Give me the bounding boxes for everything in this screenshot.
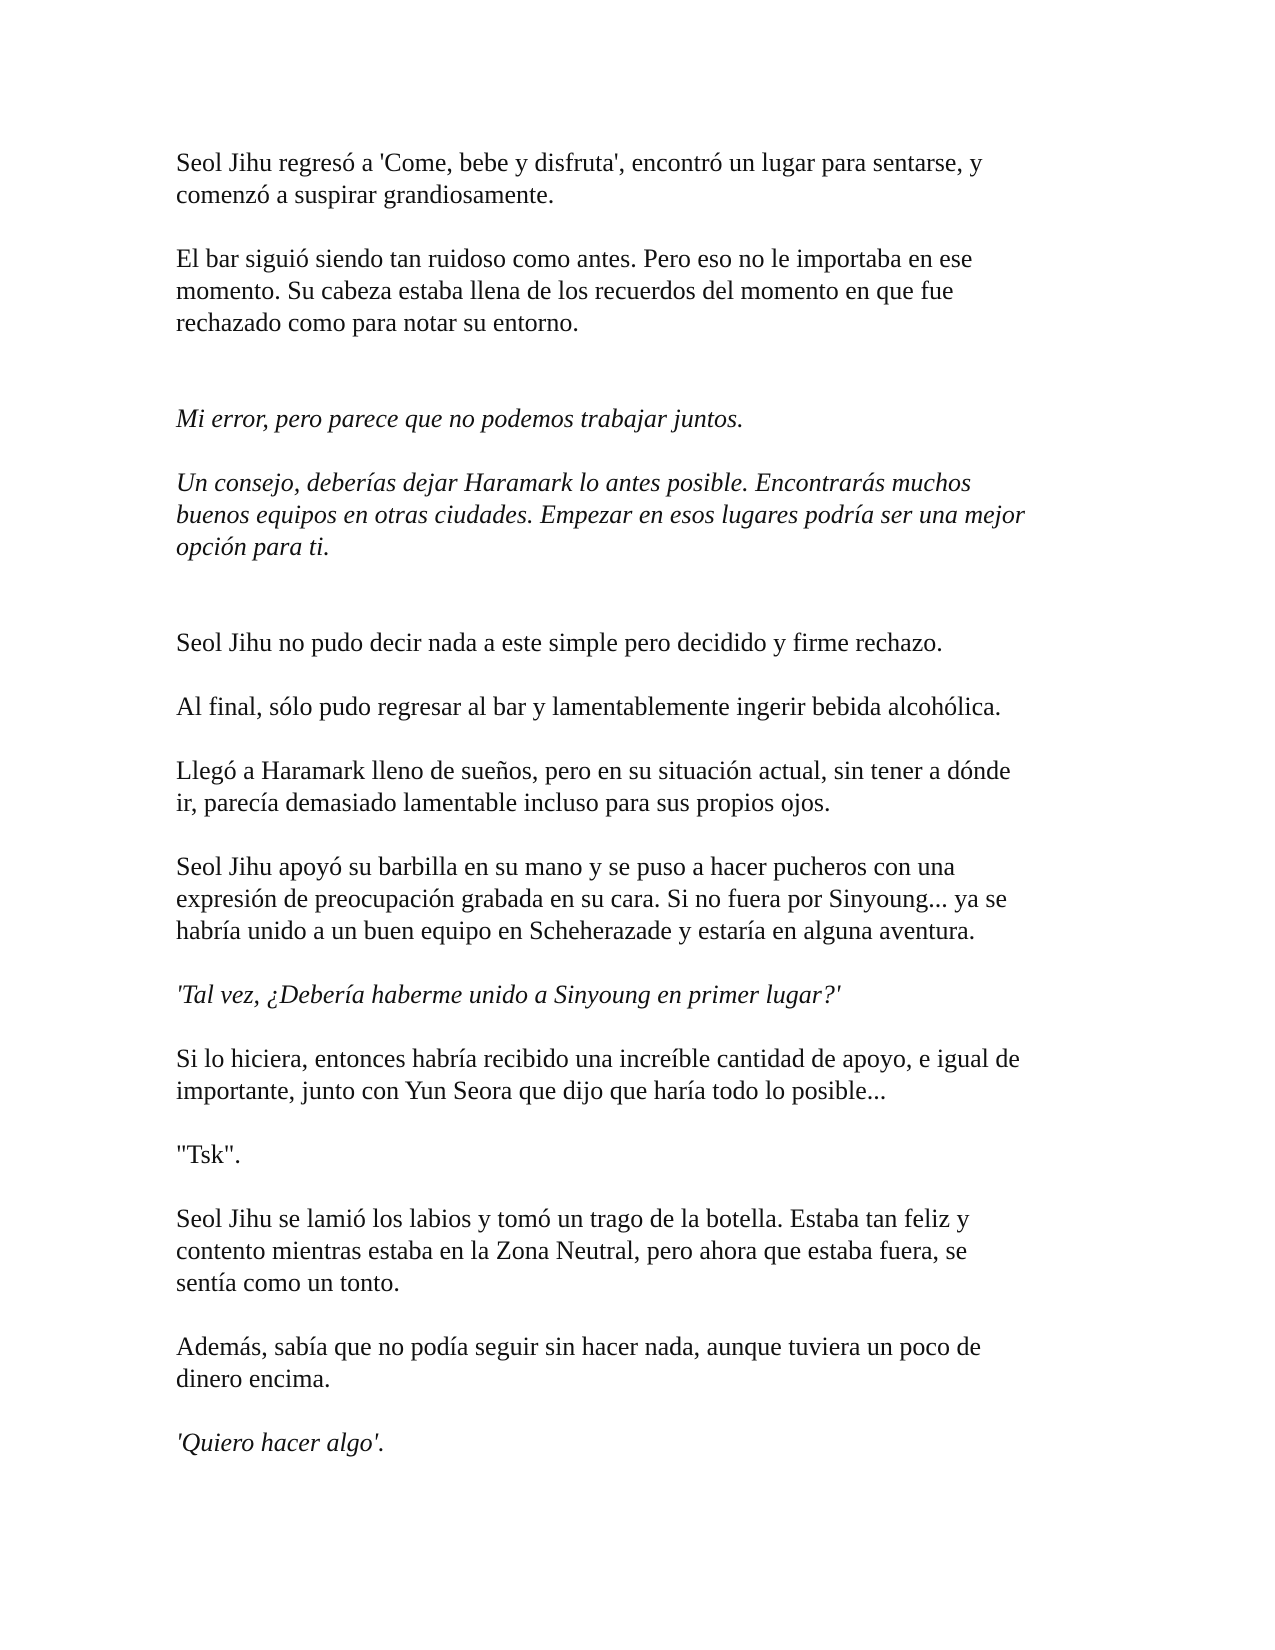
paragraph-4-italic: Un consejo, deberías dejar Haramark lo antes posible. Encontrarás muchos buenos equipos en otras ciudades. Empezar en esos lugares podría ser una mejor opción para ti. xyxy=(176,468,1026,561)
paragraph-12: Seol Jihu se lamió los labios y tomó un trago de la botella. Estaba tan feliz y contento mientras estaba en la Zona Neutral, pero ahora que estaba fuera, se sentía como un tonto. xyxy=(176,1204,970,1297)
paragraph-2: El bar siguió siendo tan ruidoso como antes. Pero eso no le importaba en ese momento. Su cabeza estaba llena de los recuerdos del momento en que fue rechazado como para notar su entorno. xyxy=(176,244,973,337)
paragraph-14-italic: 'Quiero hacer algo'. xyxy=(176,1428,385,1457)
paragraph-8: Seol Jihu apoyó su barbilla en su mano y se puso a hacer pucheros con una expresión de preocupación grabada en su cara. Si no fuera por Sinyoung... ya se habría unido a un buen equipo en Scheherazade y estaría en alguna aventura. xyxy=(176,852,1007,945)
paragraph-3-italic: Mi error, pero parece que no podemos trabajar juntos. xyxy=(176,404,744,433)
paragraph-13: Además, sabía que no podía seguir sin hacer nada, aunque tuviera un poco de dinero encima. xyxy=(176,1332,982,1393)
paragraph-6: Al final, sólo pudo regresar al bar y lamentablemente ingerir bebida alcohólica. xyxy=(176,692,1002,721)
paragraph-1: Seol Jihu regresó a 'Come, bebe y disfruta', encontró un lugar para sentarse, y comenzó a suspirar grandiosamente. xyxy=(176,148,983,209)
paragraph-10: Si lo hiciera, entonces habría recibido una increíble cantidad de apoyo, e igual de importante, junto con Yun Seora que dijo que haría todo lo posible... xyxy=(176,1044,1020,1105)
body-text xyxy=(176,147,1106,1491)
paragraph-5: Seol Jihu no pudo decir nada a este simple pero decidido y firme rechazo. xyxy=(176,628,943,657)
paragraph-7: Llegó a Haramark lleno de sueños, pero en su situación actual, sin tener a dónde ir, parecía demasiado lamentable incluso para sus propios ojos. xyxy=(176,756,1011,817)
paragraph-11: "Tsk". xyxy=(176,1140,241,1169)
paragraph-9-italic: 'Tal vez, ¿Debería haberme unido a Sinyoung en primer lugar?' xyxy=(176,980,841,1009)
